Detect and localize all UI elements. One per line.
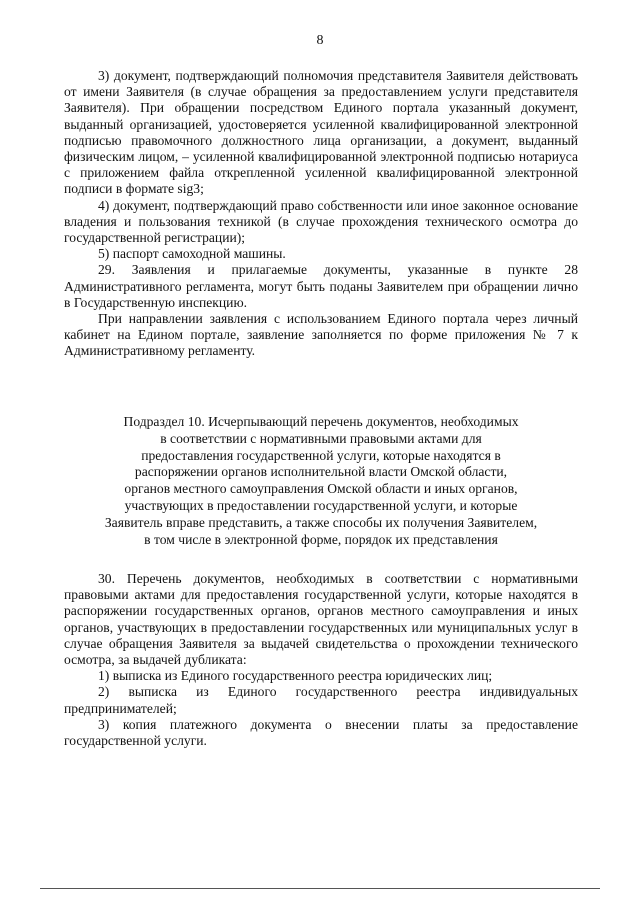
paragraph-30-document-list: 30. Перечень документов, необходимых в соответствии с нормативными правовыми актами для предоставления государственной услуги, которые находятся в распоряжении государственных органов, органов местного самоуправления и иных органов, участвующих в предоставлении государственных или муниципальных услуг в случае обращения Заявителя за выдачей свидетельства о прохождении технического осмотра, за выдачей дубликата: bbox=[64, 571, 578, 668]
heading-line: распоряжении органов исполнительной власти Омской области, bbox=[134, 464, 508, 480]
heading-line: предоставления государственной услуги, которые находятся в bbox=[141, 447, 501, 463]
paragraph-item-3-representative-authority: 3) документ, подтверждающий полномочия представителя Заявителя действовать от имени Заявителя (в случае обращения за предоставлением услуги представителя Заявителя). При обращении посредством Единого портала указанный документ, выданный организацией, удостоверяется усиленной квалифицированной электронной подписью правомочного должностного лица организации, а документ, выданный физическим лицом, – усиленной квалифицированной электронной подписью нотариуса с приложением файла открепленной усиленной квалифицированной электронной подписи в формате sig3; bbox=[64, 68, 578, 197]
subsection-10-heading bbox=[64, 414, 578, 548]
heading-line: Подраздел 10. Исчерпывающий перечень документов, необходимых bbox=[123, 414, 519, 429]
footer-divider bbox=[40, 888, 600, 889]
paragraph-item-5-machine-passport: 5) паспорт самоходной машины. bbox=[98, 246, 286, 262]
paragraph-29-submission: 29. Заявления и прилагаемые документы, указанные в пункте 28 Административного регламента, могут быть поданы Заявителем при обращении лично в Государственную инспекцию. bbox=[64, 262, 578, 310]
page-number: 8 bbox=[316, 33, 324, 48]
heading-line: в том числе в электронной форме, порядок их представления bbox=[144, 531, 498, 547]
heading-line: Заявитель вправе представить, а также способы их получения Заявителем, bbox=[104, 514, 538, 530]
paragraphs-top bbox=[64, 68, 578, 360]
heading-line: органов местного самоуправления Омской области и иных органов, bbox=[124, 481, 518, 497]
paragraph-item-4-ownership-document: 4) документ, подтверждающий право собственности или иное законное основание владения и пользования техникой (в случае прохождения технического осмотра до государственной регистрации); bbox=[64, 197, 578, 246]
list-item-payment-document-copy: 3) копия платежного документа о внесении платы за предоставление государственной услуги. bbox=[64, 716, 578, 749]
heading-line: в соответствии с нормативными правовыми актами для bbox=[160, 430, 482, 446]
paragraph-portal-application: При направлении заявления с использованием Единого портала через личный кабинет на Едином портале, заявление заполняется по форме приложения № 7 к Административному регламенту. bbox=[64, 311, 578, 359]
paragraphs-bottom bbox=[64, 571, 578, 749]
list-item-legal-entities-extract: 1) выписка из Единого государственного реестра юридических лиц; bbox=[98, 668, 493, 684]
heading-line: участвующих в предоставлении государственной услуги, и которые bbox=[124, 497, 518, 513]
list-item-entrepreneurs-extract: 2) выписка из Единого государственного реестра индивидуальных предпринимателей; bbox=[64, 684, 578, 716]
